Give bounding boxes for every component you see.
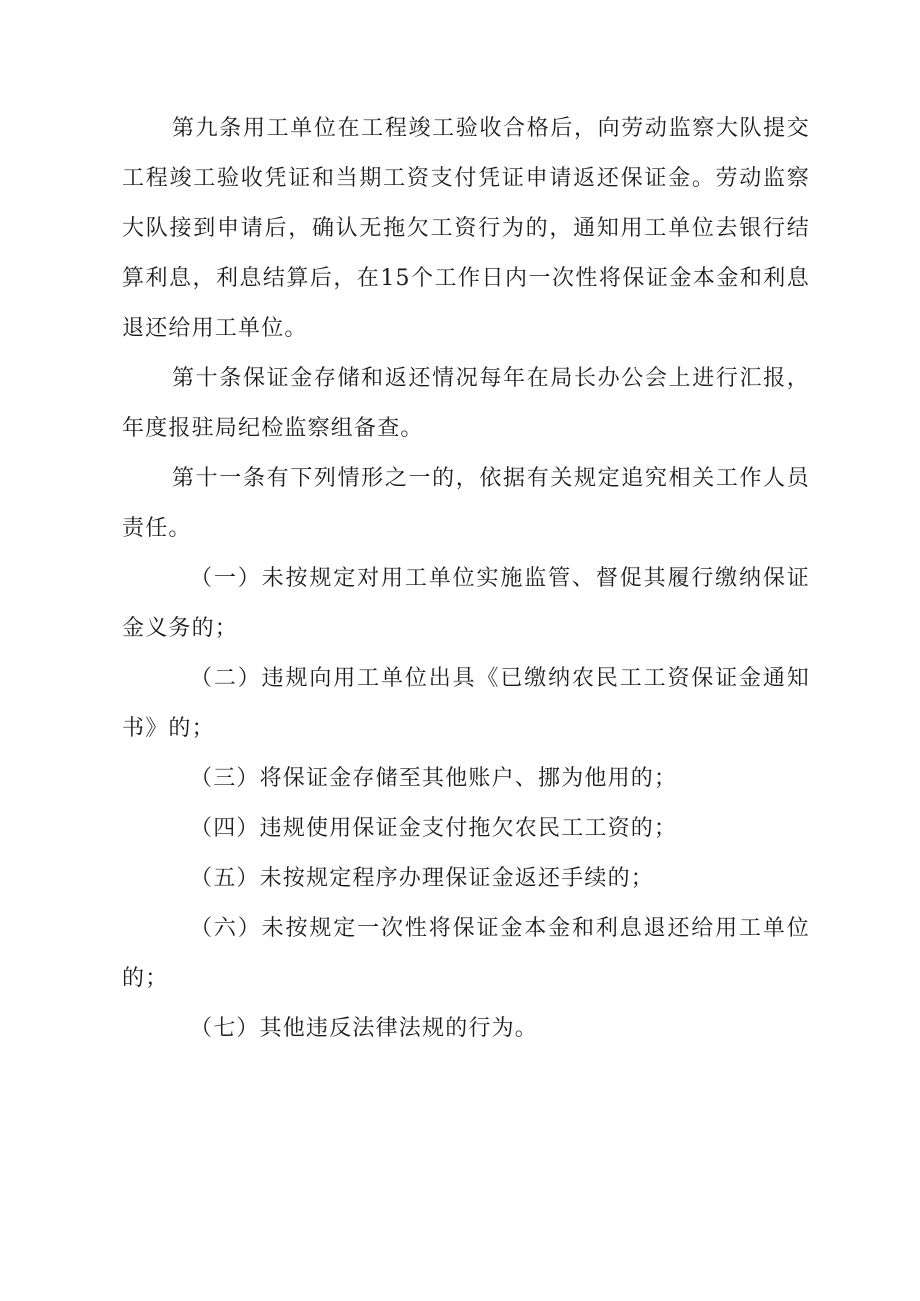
list-item-1: （一）未按规定对用工单位实施监管、督促其履行缴纳保证金义务的； [122,566,810,641]
list-item-4: （四）违规使用保证金支付拖欠农民工工资的； [190,816,678,841]
list-item-7: （七）其他违反法律法规的行为。 [190,1016,539,1041]
list-item-3: （三）将保证金存储至其他账户、挪为他用的； [190,766,678,791]
document-body [122,104,810,1054]
list-item-2: （二）违规向用工单位出具《已缴纳农民工工资保证金通知书》的； [122,666,810,741]
article-10-paragraph: 第十条保证金存储和返还情况每年在局长办公会上进行汇报，年度报驻局纪检监察组备查。 [122,366,810,441]
article-9-paragraph: 第九条用工单位在工程竣工验收合格后，向劳动监察大队提交工程竣工验收凭证和当期工资支付凭证申请返还保证金。劳动监察大队接到申请后，确认无拖欠工资行为的，通知用工单位去银行结算利息，利息结算后，在15个工作日内一次性将保证金本金和利息退还给用工单位。 [122,116,810,341]
list-item-6: （六）未按规定一次性将保证金本金和利息退还给用工单位的； [122,916,810,991]
list-item-5: （五）未按规定程序办理保证金返还手续的； [190,866,655,891]
article-11-paragraph: 第十一条有下列情形之一的，依据有关规定追究相关工作人员责任。 [122,466,810,541]
